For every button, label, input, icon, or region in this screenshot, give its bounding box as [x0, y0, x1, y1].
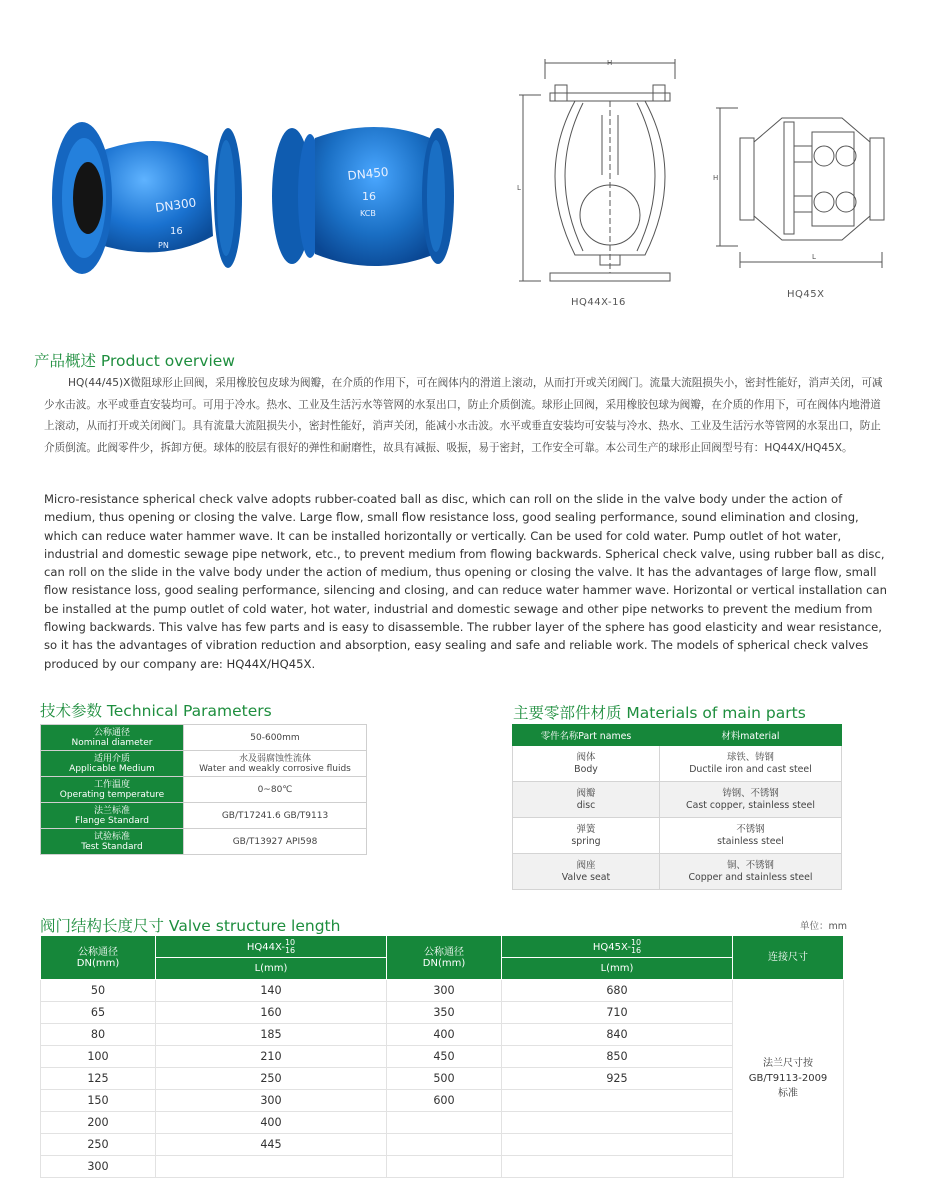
- param-key-cn: 法兰标准: [93, 805, 130, 816]
- head-hq44-model: HQ44X-10 16: [156, 936, 387, 958]
- svg-text:KCB: KCB: [360, 209, 376, 218]
- material-row: [513, 782, 842, 818]
- svg-text:DN450: DN450: [346, 164, 390, 183]
- tech-param-key: [41, 725, 184, 751]
- structure-cell-l2: [502, 1112, 733, 1134]
- tech-param-value: [184, 829, 367, 855]
- structure-cell-dn2: [387, 1112, 502, 1134]
- part-name-cn: 阀座: [576, 859, 596, 871]
- overview-chinese-text: HQ(44/45)X微阻球形止回阀，采用橡胶包皮球为阀瓣，在介质的作用下，可在阀体内的滑道上滚动，从而打开或关闭阀门。流量大流阻损失小，密封性能好，消声关闭，可减少水击波。水平或垂直安装均可。可用于冷水。热水、工业及生活污水等管网的水泵出口，防止介质倒流。球形止回阀，采用橡胶包球为阀瓣，在介质的作用下，可在阀体内地滑道上滚动，从而打开或关闭阀门。具有流量大流阻损失小，密封性能好，消声关闭，能减小水击波。水平或垂直安装均可安装与冷水、热水、工业及生活污水等管网的水泵出口，防止介质倒流。此阀零件少，拆卸方便。球体的胶层有很好的弹性和耐磨性，故具有减振、吸振，易于密封，工作安全可靠。本公司生产的球形止回阀型号有：HQ44X/HQ45X。: [44, 377, 883, 454]
- tech-param-row: [41, 829, 367, 855]
- materials-head-part: 零件名称Part names: [513, 725, 660, 746]
- tech-param-row: [41, 725, 367, 751]
- param-value-main: 0~80℃: [257, 784, 293, 795]
- structure-cell-l2: 680: [502, 980, 733, 1002]
- structure-cell-dn: 50: [41, 980, 156, 1002]
- structure-cell-l2: 840: [502, 1024, 733, 1046]
- material-value: [660, 782, 842, 818]
- param-key-en: Flange Standard: [75, 815, 149, 826]
- material-row: [513, 746, 842, 782]
- structure-cell-l: 445: [156, 1134, 387, 1156]
- hq44x-drawing: [515, 55, 690, 285]
- structure-cell-l2: [502, 1090, 733, 1112]
- tech-param-key: [41, 777, 184, 803]
- structure-cell-l: 160: [156, 1002, 387, 1024]
- structure-cell-l: 250: [156, 1068, 387, 1090]
- param-key-cn: 工作温度: [93, 779, 130, 790]
- structure-title: 阀门结构长度尺寸 Valve structure length: [40, 917, 341, 935]
- overview-english-text: Micro-resistance spherical check valve adopts rubber-coated ball as disc, which can roll on the slide in the valve body under the action of medium, thus opening or closing the valve. Large flow, small flow resistance loss, good sealing performance, sound elimination and closing, which can reduce water hammer wave. It can be installed horizontally or vertically. Can be used for cold water. Pump outlet of hot water, industrial and domestic sewage pipe network, etc., to prevent medium from flowing backwards. Spherical check valve, using rubber ball as disc, can roll on the slide in the valve body under the action of medium, thus opening or closing the valve. It has the advantages of large flow, small flow resistance loss, good sealing performance, silencing and closing, and can reduce water hammer wave. Horizontal or vertical installation can be installed at the pump outlet of cold water, hot water, industrial and domestic sewage and other pipe networks to prevent the medium from flowing backwards. This valve has few parts and is easy to disassemble. The rubber layer of the sphere has good elasticity and wear resistance, so it has the advantages of vibration reduction and absorption, easy sealing and safe and reliable work. The models of spherical check valves produced by our company are: HQ44X/HQ45X.: [44, 492, 887, 671]
- head-l-left: L(mm): [156, 958, 387, 980]
- structure-cell-l2: 925: [502, 1068, 733, 1090]
- structure-cell-dn2: 350: [387, 1002, 502, 1024]
- structure-row: [41, 1046, 844, 1068]
- hq45-dim-l-label: L: [812, 253, 816, 261]
- head-connection: 连接尺寸: [733, 936, 844, 980]
- materials-head-material: 材料material: [660, 725, 842, 746]
- part-name-en: disc: [576, 799, 596, 811]
- structure-cell-dn: 100: [41, 1046, 156, 1068]
- tech-param-key: [41, 829, 184, 855]
- param-value-main: 水及弱腐蚀性流体: [238, 753, 311, 764]
- structure-cell-l: 300: [156, 1090, 387, 1112]
- head-dn-right: 公称通径 DN(mm): [387, 936, 502, 980]
- material-part: [513, 746, 660, 782]
- hq45x-caption: HQ45X: [787, 289, 825, 300]
- structure-cell-dn2: 400: [387, 1024, 502, 1046]
- tech-param-row: [41, 751, 367, 777]
- structure-cell-l: 400: [156, 1112, 387, 1134]
- connection-note: [733, 980, 844, 1178]
- structure-cell-dn2: [387, 1156, 502, 1178]
- connection-note-line: GB/T9113-2009: [748, 1073, 828, 1084]
- tech-param-row: [41, 777, 367, 803]
- structure-cell-l2: [502, 1156, 733, 1178]
- svg-text:PN: PN: [158, 241, 169, 250]
- part-name-cn: 阀体: [576, 751, 596, 763]
- material-en: Cast copper, stainless steel: [686, 799, 815, 811]
- tech-params-table: [40, 724, 367, 855]
- structure-cell-dn2: 450: [387, 1046, 502, 1068]
- material-part: [513, 782, 660, 818]
- dim-l-label: L: [517, 184, 521, 192]
- hq45-dim-h-label: H: [713, 174, 719, 182]
- material-value: [660, 818, 842, 854]
- svg-text:DN300: DN300: [154, 195, 198, 215]
- material-cn: 不锈钢: [736, 823, 765, 835]
- part-name-en: Valve seat: [561, 871, 611, 883]
- svg-text:16: 16: [170, 226, 183, 237]
- tech-param-key: [41, 803, 184, 829]
- structure-table: [40, 935, 844, 1178]
- param-key-en: Applicable Medium: [69, 763, 155, 774]
- structure-cell-dn: 150: [41, 1090, 156, 1112]
- param-key-cn: 适用介质: [93, 753, 130, 764]
- structure-cell-dn: 125: [41, 1068, 156, 1090]
- structure-cell-dn2: 300: [387, 980, 502, 1002]
- structure-row: [41, 1068, 844, 1090]
- structure-cell-dn2: 600: [387, 1090, 502, 1112]
- structure-cell-dn2: [387, 1134, 502, 1156]
- param-key-en: Test Standard: [81, 841, 143, 852]
- structure-cell-dn: 80: [41, 1024, 156, 1046]
- overview-title: 产品概述 Product overview: [34, 352, 235, 370]
- structure-cell-l2: 850: [502, 1046, 733, 1068]
- materials-title: 主要零部件材质 Materials of main parts: [513, 704, 806, 722]
- material-part: [513, 818, 660, 854]
- material-en: stainless steel: [717, 835, 784, 847]
- head-l-right: L(mm): [502, 958, 733, 980]
- part-name-cn: 阀瓣: [576, 787, 596, 799]
- structure-cell-l: 185: [156, 1024, 387, 1046]
- valve-photo-dn450: [270, 116, 465, 276]
- structure-cell-l: [156, 1156, 387, 1178]
- param-value-main: GB/T17241.6 GB/T9113: [221, 810, 329, 821]
- tech-param-key: [41, 751, 184, 777]
- material-en: Ductile iron and cast steel: [689, 763, 812, 775]
- structure-row: [41, 1002, 844, 1024]
- tech-params-title: 技术参数 Technical Parameters: [40, 702, 272, 720]
- head-hq45-model: HQ45X-10 16: [502, 936, 733, 958]
- structure-row: [41, 1112, 844, 1134]
- tech-param-value: [184, 725, 367, 751]
- param-key-cn: 公称通径: [93, 727, 130, 738]
- head-dn-left: 公称通径 DN(mm): [41, 936, 156, 980]
- param-value-main: 50-600mm: [250, 732, 300, 743]
- param-key-en: Nominal diameter: [71, 737, 153, 748]
- tech-param-row: [41, 803, 367, 829]
- structure-cell-dn: 200: [41, 1112, 156, 1134]
- part-name-en: spring: [571, 835, 601, 847]
- material-part: [513, 854, 660, 890]
- param-value-main: GB/T13927 API598: [232, 836, 318, 847]
- part-name-cn: 弹簧: [576, 823, 596, 835]
- structure-cell-l2: [502, 1134, 733, 1156]
- material-row: [513, 854, 842, 890]
- tech-param-value: [184, 803, 367, 829]
- structure-cell-dn: 65: [41, 1002, 156, 1024]
- param-key-en: Operating temperature: [59, 789, 165, 800]
- structure-cell-dn2: 500: [387, 1068, 502, 1090]
- connection-note-line: 法兰尺寸按: [763, 1058, 813, 1069]
- structure-row: [41, 1156, 844, 1178]
- hq44x-caption: HQ44X-16: [571, 297, 626, 308]
- structure-cell-dn: 250: [41, 1134, 156, 1156]
- structure-cell-l2: 710: [502, 1002, 733, 1024]
- part-name-en: Body: [574, 763, 598, 775]
- structure-row: [41, 1024, 844, 1046]
- svg-text:16: 16: [362, 190, 376, 203]
- param-value-en: Water and weakly corrosive fluids: [199, 763, 351, 774]
- material-row: [513, 818, 842, 854]
- valve-photo-dn300: [48, 116, 248, 276]
- unit-note: 单位：mm: [800, 921, 848, 932]
- structure-cell-l: 140: [156, 980, 387, 1002]
- material-cn: 铸钢、不锈钢: [722, 787, 779, 799]
- structure-row: [41, 980, 844, 1002]
- materials-table: [512, 724, 842, 890]
- structure-cell-l: 210: [156, 1046, 387, 1068]
- structure-row: [41, 1090, 844, 1112]
- tech-param-value: [184, 777, 367, 803]
- material-cn: 铜、不锈钢: [727, 859, 774, 871]
- material-value: [660, 854, 842, 890]
- structure-row: [41, 1134, 844, 1156]
- connection-note-line: 标准: [778, 1088, 798, 1099]
- material-en: Copper and stainless steel: [688, 871, 813, 883]
- material-cn: 球铁、铸钢: [727, 751, 774, 763]
- hq45x-drawing: [712, 102, 892, 272]
- structure-cell-dn: 300: [41, 1156, 156, 1178]
- tech-param-value: [184, 751, 367, 777]
- material-value: [660, 746, 842, 782]
- dim-h-label: H: [607, 59, 613, 67]
- param-key-cn: 试验标准: [93, 831, 130, 842]
